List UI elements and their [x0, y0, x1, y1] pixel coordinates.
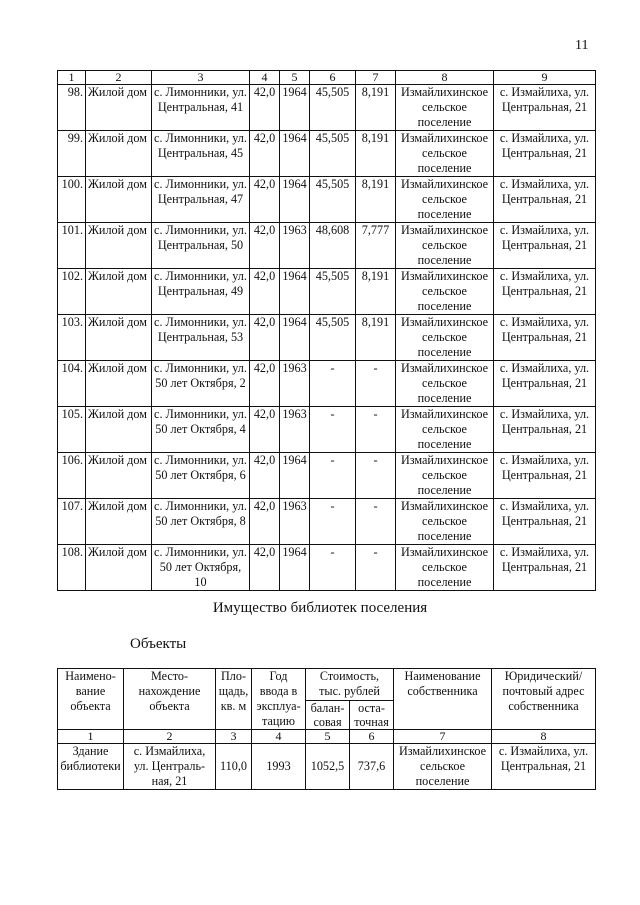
cell-owner-address: с. Измайлиха, ул. Центральная, 21	[494, 269, 596, 315]
column-number-row	[58, 730, 596, 744]
col-num: 4	[252, 730, 306, 744]
cell-name: Жилой дом	[86, 499, 152, 545]
cell-owner: Измайлихинское сельское поселение	[396, 453, 494, 499]
cell-owner-address: с. Измайлиха, ул. Центральная, 21	[494, 361, 596, 407]
header-owner: Наименование собственника	[394, 669, 492, 730]
cell-area: 42,0	[250, 315, 280, 361]
cell-address: с. Лимонники, ул. Центральная, 49	[152, 269, 250, 315]
col-num: 2	[124, 730, 216, 744]
cell-balance: 45,505	[310, 85, 356, 131]
cell-name: Жилой дом	[86, 545, 152, 591]
cell-residual: -	[356, 545, 396, 591]
cell-area: 110,0	[216, 744, 252, 790]
cell-year: 1964	[280, 177, 310, 223]
cell-number: 101.	[58, 223, 86, 269]
cell-name: Жилой дом	[86, 223, 152, 269]
col-num: 1	[58, 71, 86, 85]
col-num: 5	[306, 730, 350, 744]
cell-year: 1963	[280, 407, 310, 453]
cell-name: Жилой дом	[86, 361, 152, 407]
table-row	[58, 315, 596, 361]
cell-area: 42,0	[250, 269, 280, 315]
cell-number: 102.	[58, 269, 86, 315]
cell-balance: 45,505	[310, 315, 356, 361]
cell-owner-address: с. Измайлиха, ул. Центральная, 21	[494, 545, 596, 591]
cell-residual: 8,191	[356, 177, 396, 223]
cell-residual: 8,191	[356, 315, 396, 361]
cell-number: 108.	[58, 545, 86, 591]
cell-address: с. Лимонники, ул. 50 лет Октября, 6	[152, 453, 250, 499]
cell-owner-address: с. Измайлиха, ул. Центральная, 21	[494, 315, 596, 361]
cell-year: 1964	[280, 131, 310, 177]
cell-owner: Измайлихинское сельское поселение	[396, 315, 494, 361]
cell-number: 106.	[58, 453, 86, 499]
col-num: 7	[356, 71, 396, 85]
cell-address: с. Лимонники, ул. 50 лет Октября, 2	[152, 361, 250, 407]
cell-owner-address: с. Измайлиха, ул. Центральная, 21	[494, 131, 596, 177]
cell-balance: -	[310, 407, 356, 453]
cell-area: 42,0	[250, 545, 280, 591]
cell-residual: -	[356, 499, 396, 545]
cell-number: 104.	[58, 361, 86, 407]
table-row	[58, 269, 596, 315]
cell-balance: -	[310, 545, 356, 591]
table-row	[58, 744, 596, 790]
col-num: 8	[492, 730, 596, 744]
cell-owner-address: с. Измайлиха, ул. Центральная, 21	[494, 499, 596, 545]
cell-balance: 45,505	[310, 177, 356, 223]
cell-balance: 48,608	[310, 223, 356, 269]
subsection-title: Объекты	[130, 636, 187, 652]
cell-owner: Измайлихинское сельское поселение	[396, 407, 494, 453]
header-year: Год ввода в эксплуа- тацию	[252, 669, 306, 730]
cell-number: 100.	[58, 177, 86, 223]
cell-name: Жилой дом	[86, 315, 152, 361]
cell-residual: -	[356, 361, 396, 407]
table-row	[58, 131, 596, 177]
table-row	[58, 177, 596, 223]
col-num: 3	[216, 730, 252, 744]
header-area: Пло- щадь, кв. м	[216, 669, 252, 730]
table-row	[58, 85, 596, 131]
cell-area: 42,0	[250, 453, 280, 499]
cell-address: с. Лимонники, ул. Центральная, 45	[152, 131, 250, 177]
library-header-row	[58, 669, 596, 701]
header-balance: балан- совая	[306, 700, 350, 729]
cell-area: 42,0	[250, 407, 280, 453]
cell-address: с. Лимонники, ул. 50 лет Октября, 8	[152, 499, 250, 545]
cell-residual: 8,191	[356, 269, 396, 315]
cell-residual: -	[356, 453, 396, 499]
cell-name: Жилой дом	[86, 407, 152, 453]
cell-year: 1993	[252, 744, 306, 790]
cell-number: 99.	[58, 131, 86, 177]
cell-residual: 737,6	[350, 744, 394, 790]
cell-name: Жилой дом	[86, 131, 152, 177]
cell-owner-address: с. Измайлиха, ул. Центральная, 21	[494, 223, 596, 269]
cell-year: 1963	[280, 223, 310, 269]
header-name: Наимено- вание объекта	[58, 669, 124, 730]
cell-year: 1964	[280, 269, 310, 315]
cell-balance: -	[310, 453, 356, 499]
col-num: 1	[58, 730, 124, 744]
cell-owner: Измайлихинское сельское поселение	[396, 545, 494, 591]
table-row	[58, 361, 596, 407]
cell-owner-address: с. Измайлиха, ул. Центральная, 21	[494, 407, 596, 453]
header-owner-address: Юридический/ почтовый адрес собственника	[492, 669, 596, 730]
cell-balance: 45,505	[310, 269, 356, 315]
header-residual: оста- точная	[350, 700, 394, 729]
cell-name: Здание библиотеки	[58, 744, 124, 790]
cell-year: 1963	[280, 361, 310, 407]
section-title: Имущество библиотек поселения	[212, 600, 428, 616]
page-number: 11	[575, 38, 589, 53]
cell-owner: Измайлихинское сельское поселение	[396, 223, 494, 269]
cell-name: Жилой дом	[86, 85, 152, 131]
table-row	[58, 407, 596, 453]
cell-area: 42,0	[250, 177, 280, 223]
cell-residual: 8,191	[356, 131, 396, 177]
table-row	[58, 453, 596, 499]
column-number-row	[58, 71, 596, 85]
cell-balance: 45,505	[310, 131, 356, 177]
cell-area: 42,0	[250, 85, 280, 131]
library-table	[57, 668, 596, 790]
col-num: 7	[394, 730, 492, 744]
cell-number: 103.	[58, 315, 86, 361]
cell-area: 42,0	[250, 361, 280, 407]
cell-residual: 8,191	[356, 85, 396, 131]
cell-balance: -	[310, 361, 356, 407]
table-row	[58, 545, 596, 591]
cell-owner-address: с. Измайлиха, ул. Центральная, 21	[492, 744, 596, 790]
col-num: 3	[152, 71, 250, 85]
cell-residual: 7,777	[356, 223, 396, 269]
cell-area: 42,0	[250, 499, 280, 545]
cell-owner-address: с. Измайлиха, ул. Центральная, 21	[494, 177, 596, 223]
cell-address: с. Лимонники, ул. 50 лет Октября, 10	[152, 545, 250, 591]
cell-number: 98.	[58, 85, 86, 131]
cell-address: с. Лимонники, ул. Центральная, 50	[152, 223, 250, 269]
cell-address: с. Лимонники, ул. Центральная, 41	[152, 85, 250, 131]
cell-year: 1964	[280, 85, 310, 131]
cell-owner: Измайлихинское сельское поселение	[396, 85, 494, 131]
cell-area: 42,0	[250, 131, 280, 177]
cell-address: с. Лимонники, ул. 50 лет Октября, 4	[152, 407, 250, 453]
cell-residual: -	[356, 407, 396, 453]
cell-balance: 1052,5	[306, 744, 350, 790]
cell-owner: Измайлихинское сельское поселение	[396, 131, 494, 177]
property-table-body	[58, 85, 596, 591]
col-num: 8	[396, 71, 494, 85]
table-row	[58, 499, 596, 545]
cell-number: 105.	[58, 407, 86, 453]
cell-address: с. Лимонники, ул. Центральная, 53	[152, 315, 250, 361]
cell-address: с. Лимонники, ул. Центральная, 47	[152, 177, 250, 223]
cell-year: 1964	[280, 315, 310, 361]
cell-owner: Измайлихинское сельское поселение	[396, 177, 494, 223]
table-row	[58, 223, 596, 269]
cell-name: Жилой дом	[86, 269, 152, 315]
col-num: 9	[494, 71, 596, 85]
cell-location: с. Измайлиха, ул. Централь- ная, 21	[124, 744, 216, 790]
col-num: 2	[86, 71, 152, 85]
col-num: 6	[350, 730, 394, 744]
col-num: 6	[310, 71, 356, 85]
cell-year: 1963	[280, 499, 310, 545]
cell-owner-address: с. Измайлиха, ул. Центральная, 21	[494, 453, 596, 499]
header-location: Место- нахождение объекта	[124, 669, 216, 730]
cell-balance: -	[310, 499, 356, 545]
cell-number: 107.	[58, 499, 86, 545]
cell-area: 42,0	[250, 223, 280, 269]
cell-owner: Измайлихинское сельское поселение	[396, 361, 494, 407]
cell-owner: Измайлихинское сельское поселение	[394, 744, 492, 790]
cell-owner: Измайлихинское сельское поселение	[396, 499, 494, 545]
cell-owner-address: с. Измайлиха, ул. Центральная, 21	[494, 85, 596, 131]
cell-name: Жилой дом	[86, 177, 152, 223]
cell-owner: Измайлихинское сельское поселение	[396, 269, 494, 315]
cell-year: 1964	[280, 545, 310, 591]
col-num: 4	[250, 71, 280, 85]
cell-year: 1964	[280, 453, 310, 499]
cell-name: Жилой дом	[86, 453, 152, 499]
col-num: 5	[280, 71, 310, 85]
property-table	[57, 70, 596, 591]
header-cost: Стоимость, тыс. рублей	[306, 669, 394, 701]
